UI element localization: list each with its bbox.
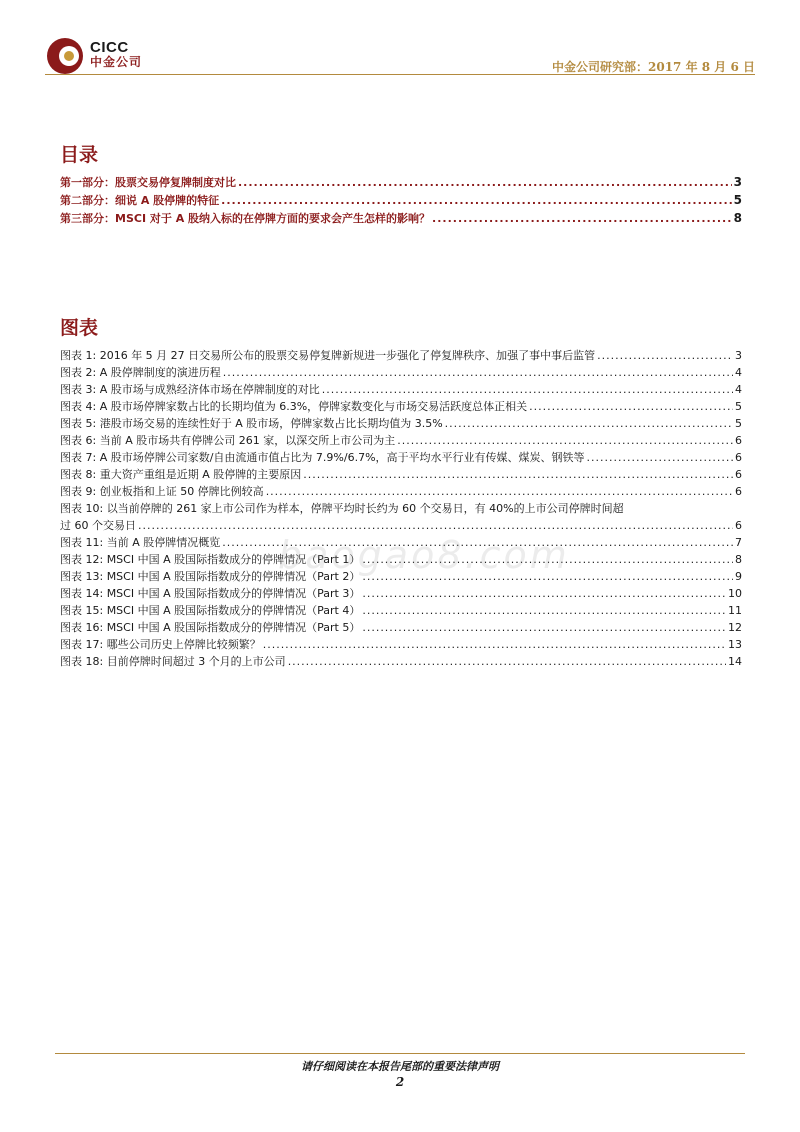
figure-item-label: 图表 11: 当前 A 股停牌情况概览 <box>60 536 221 549</box>
figure-item-page: 6 <box>735 519 742 532</box>
figure-item-page: 10 <box>728 587 742 600</box>
figure-item[interactable] <box>60 381 742 398</box>
figure-item-label: 图表 17: 哪些公司历史上停牌比较频繁？ <box>60 638 261 651</box>
toc-leader <box>587 449 733 466</box>
toc-leader <box>432 210 732 228</box>
figure-item-page: 8 <box>735 553 742 566</box>
figure-item-label: 图表 3: A 股市场与成熟经济体市场在停牌制度的对比 <box>60 383 320 396</box>
figure-item[interactable] <box>60 449 742 466</box>
footer-divider <box>55 1053 745 1054</box>
figure-item-label: 图表 15: MSCI 中国 A 股国际指数成分的停牌情况（Part 4） <box>60 604 361 617</box>
figure-item[interactable] <box>60 636 742 653</box>
figure-item[interactable] <box>60 653 742 670</box>
toc-leader <box>238 174 732 192</box>
figure-item-page: 5 <box>735 400 742 413</box>
figure-item-label: 图表 14: MSCI 中国 A 股国际指数成分的停牌情况（Part 3） <box>60 587 361 600</box>
figure-item[interactable] <box>60 483 742 500</box>
toc-leader <box>266 483 733 500</box>
toc-leader <box>597 347 733 364</box>
figure-item[interactable] <box>60 585 742 602</box>
toc-leader <box>397 432 733 449</box>
figure-item-label: 过 60 个交易日 <box>60 519 136 532</box>
toc-title: 目录 <box>60 144 99 166</box>
toc-leader <box>362 619 726 636</box>
figure-item[interactable] <box>60 347 742 364</box>
figure-item[interactable] <box>60 602 742 619</box>
figure-item-label: 图表 12: MSCI 中国 A 股国际指数成分的停牌情况（Part 1） <box>60 553 361 566</box>
toc-leader <box>288 653 726 670</box>
figure-item-label: 图表 4: A 股市场停牌家数占比的长期均值为 6.3%，停牌家数变化与市场交易活跃度总体正相关 <box>60 400 528 413</box>
footer-disclaimer: 请仔细阅读在本报告尾部的重要法律声明 <box>301 1060 499 1073</box>
figure-item-label: 图表 2: A 股停牌制度的演进历程 <box>60 366 221 379</box>
figure-item-label: 图表 7: A 股市场停牌公司家数/自由流通市值占比为 7.9%/6.7%，高于平均水平行业有传媒、煤炭、钢铁等 <box>60 451 585 464</box>
logo-cn: 中金公司 <box>90 55 143 69</box>
figure-item-page: 4 <box>735 366 742 379</box>
figure-item-page: 5 <box>735 417 742 430</box>
toc-item[interactable] <box>60 209 742 227</box>
figure-item-page: 7 <box>735 536 742 549</box>
figure-item-page: 6 <box>735 451 742 464</box>
figure-item-label: 图表 16: MSCI 中国 A 股国际指数成分的停牌情况（Part 5） <box>60 621 361 634</box>
figure-item-label: 图表 6: 当前 A 股市场共有停牌公司 261 家，以深交所上市公司为主 <box>60 434 396 447</box>
toc-item-label: 第二部分：细说 A 股停牌的特征 <box>60 194 220 207</box>
figure-item-label: 图表 1: 2016 年 5 月 27 日交易所公布的股票交易停复牌新规进一步强化了停复牌秩序、加强了事中事后监管 <box>60 349 596 362</box>
figure-item[interactable] <box>60 432 742 449</box>
figure-item-label: 图表 5: 港股市场交易的连续性好于 A 股市场，停牌家数占比长期均值为 3.5% <box>60 417 443 430</box>
figure-item-page: 4 <box>735 383 742 396</box>
figure-item[interactable] <box>60 415 742 432</box>
toc-leader <box>445 415 733 432</box>
toc-leader <box>223 364 733 381</box>
toc-item-label: 第一部分：股票交易停复牌制度对比 <box>60 176 236 189</box>
figure-item-label-line1[interactable]: 图表 10: 以当前停牌的 261 家上市公司作为样本，停牌平均时长约为 60 个交易日，有 40%的上市公司停牌时间超 <box>60 502 624 515</box>
figure-item-page: 6 <box>735 434 742 447</box>
logo-text <box>90 40 142 70</box>
figures-title: 图表 <box>60 317 99 339</box>
figure-item-page: 13 <box>728 638 742 651</box>
figure-list <box>60 347 742 670</box>
figure-item[interactable] <box>60 619 742 636</box>
figure-item-page: 14 <box>728 655 742 668</box>
watermark: baogao8.com <box>278 533 570 577</box>
toc-item-page: 5 <box>733 193 742 207</box>
toc-leader <box>362 602 726 619</box>
page-number: 2 <box>395 1075 405 1089</box>
figure-item-label: 图表 9: 创业板指和上证 50 停牌比例较高 <box>60 485 264 498</box>
cicc-logo-icon <box>45 36 85 76</box>
toc-item[interactable] <box>60 191 742 209</box>
figure-item[interactable] <box>60 364 742 381</box>
toc-leader <box>138 517 733 534</box>
page-header <box>45 30 755 80</box>
toc-item-page: 8 <box>733 211 742 225</box>
header-divider <box>45 74 755 75</box>
toc-leader <box>263 636 726 653</box>
toc-leader <box>221 192 731 210</box>
figure-item-page: 3 <box>735 349 742 362</box>
figure-item-page: 9 <box>735 570 742 583</box>
figure-item-label: 图表 8: 重大资产重组是近期 A 股停牌的主要原因 <box>60 468 302 481</box>
toc-item[interactable] <box>60 173 742 191</box>
figure-item-page: 6 <box>735 485 742 498</box>
figure-item-page: 11 <box>728 604 742 617</box>
figure-item-label: 图表 13: MSCI 中国 A 股国际指数成分的停牌情况（Part 2） <box>60 570 361 583</box>
figure-item[interactable] <box>60 517 742 534</box>
toc-item-page: 3 <box>733 175 742 189</box>
toc-leader <box>322 381 733 398</box>
toc-list <box>60 173 742 227</box>
toc-leader <box>362 585 726 602</box>
toc-item-label: 第三部分：MSCI 对于 A 股纳入标的在停牌方面的要求会产生怎样的影响？ <box>60 212 431 225</box>
figure-item-label: 图表 18: 目前停牌时间超过 3 个月的上市公司 <box>60 655 286 668</box>
logo-en: CICC <box>90 39 129 56</box>
toc-leader <box>529 398 733 415</box>
figure-item[interactable] <box>60 466 742 483</box>
figure-item-page: 6 <box>735 468 742 481</box>
toc-leader <box>303 466 733 483</box>
report-date: 中金公司研究部：2017 年 8 月 6 日 <box>552 60 755 74</box>
figure-item-page: 12 <box>728 621 742 634</box>
figure-item[interactable] <box>60 398 742 415</box>
